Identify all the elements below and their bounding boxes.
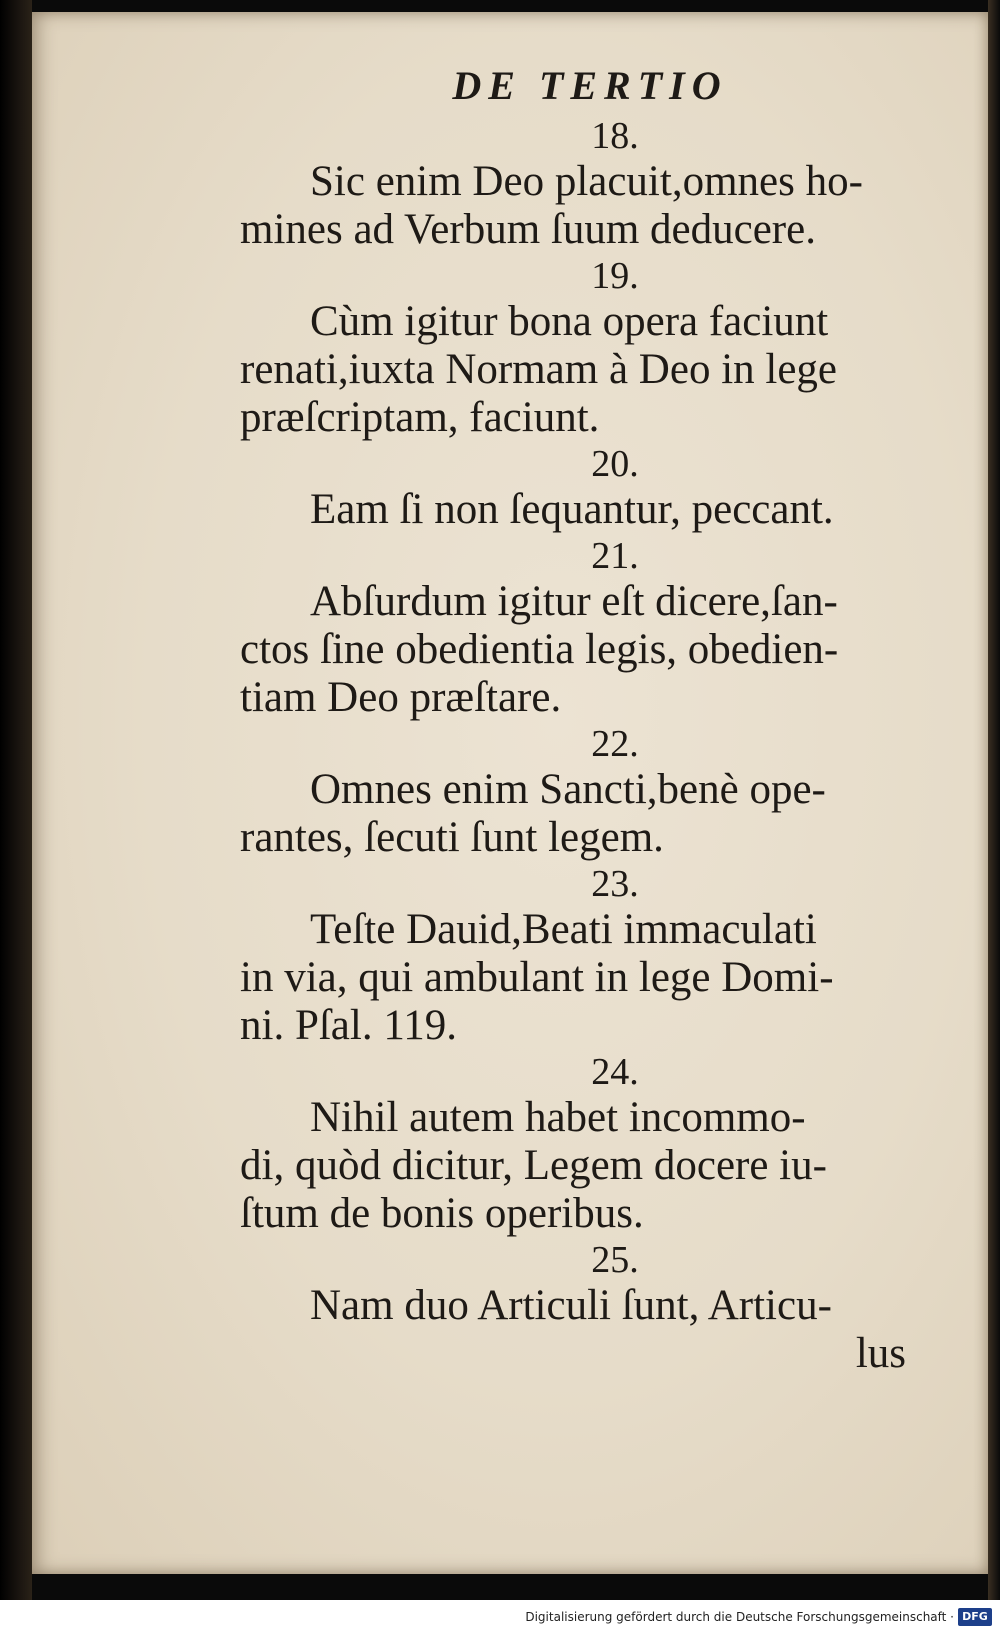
section-number: 20. [591, 443, 639, 485]
section-number: 25. [591, 1239, 639, 1281]
text-line: in via, qui ambulant in lege Domi- [240, 954, 834, 1001]
page-text-block [240, 58, 920, 1378]
section-number: 24. [591, 1051, 639, 1093]
section-19 [240, 254, 920, 442]
text-line: tiam Deo præſtare. [240, 674, 562, 721]
text-line: di, quòd dicitur, Legem docere iu- [240, 1142, 827, 1189]
section-number: 23. [591, 863, 639, 905]
text-line: ni. Pſal. 119. [240, 1002, 457, 1049]
section-25 [240, 1238, 920, 1330]
book-spine-edge [0, 0, 32, 1600]
section-number: 19. [591, 255, 639, 297]
page-right-edge [988, 0, 1000, 1600]
digitization-footer [0, 1600, 1000, 1636]
section-text [240, 1282, 920, 1330]
text-line: rantes, ſecuti ſunt legem. [240, 814, 664, 861]
text-line: Omnes enim Sancti,benè ope- [310, 766, 826, 813]
section-21 [240, 534, 920, 722]
text-line: præſcriptam, faciunt. [240, 394, 600, 441]
section-text [240, 906, 920, 1050]
section-20 [240, 442, 920, 534]
section-text [240, 578, 920, 722]
section-text [240, 298, 920, 442]
dfg-logo-icon: DFG [958, 1608, 992, 1626]
section-text [240, 158, 920, 254]
text-line: Nihil autem habet incommo- [310, 1094, 806, 1141]
text-line: ſtum de bonis operibus. [240, 1190, 644, 1237]
text-line: renati,iuxta Normam à Deo in lege [240, 346, 838, 393]
section-number: 18. [591, 115, 639, 157]
section-number: 22. [591, 723, 639, 765]
running-head: DE TERTIO [452, 63, 728, 108]
funding-credit: Digitalisierung gefördert durch die Deutsche Forschungsgemeinschaft · [525, 1610, 954, 1624]
section-24 [240, 1050, 920, 1238]
section-22 [240, 722, 920, 862]
section-text [240, 1094, 920, 1238]
text-line: Nam duo Articuli ſunt, Articu- [310, 1282, 832, 1329]
text-line: Teſte Dauid,Beati immaculati [310, 906, 817, 953]
section-number: 21. [591, 535, 639, 577]
section-18 [240, 114, 920, 254]
text-line: ctos ſine obedientia legis, obedien- [240, 626, 839, 673]
catchword: lus [855, 1330, 906, 1377]
text-line: Cùm igitur bona opera faciunt [310, 298, 829, 345]
text-line: Eam ſi non ſequantur, peccant. [310, 486, 834, 533]
section-23 [240, 862, 920, 1050]
section-text [240, 766, 920, 862]
section-text [240, 486, 920, 534]
text-line: mines ad Verbum ſuum deducere. [240, 206, 816, 253]
text-line: Abſurdum igitur eſt dicere,ſan- [310, 578, 838, 625]
text-line: Sic enim Deo placuit,omnes ho- [310, 158, 863, 205]
